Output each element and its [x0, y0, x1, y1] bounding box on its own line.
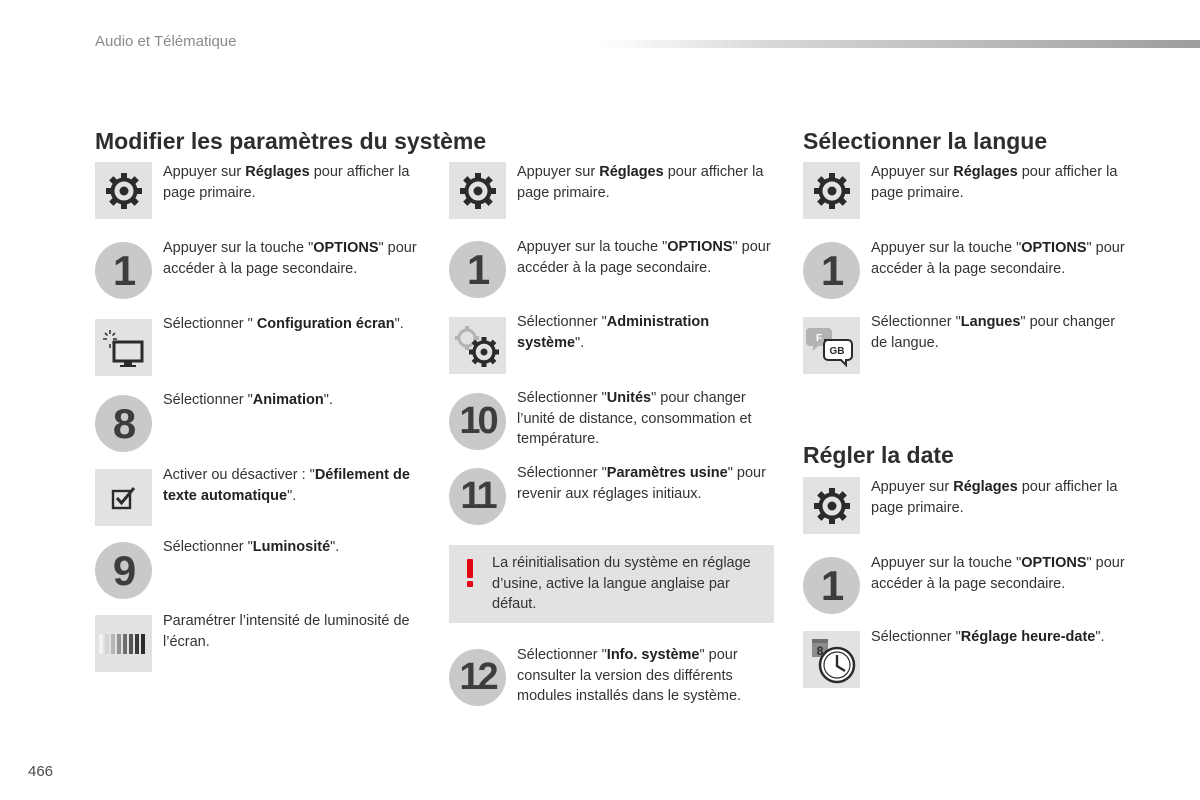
step-text: Paramétrer l’intensité de luminosité de l’écran. [163, 613, 410, 650]
step-text: Appuyer sur Réglages pour afficher la page primaire. [517, 164, 764, 201]
step-number: 1 [449, 241, 506, 298]
screen-settings-icon [95, 319, 152, 376]
step-number: 1 [803, 242, 860, 299]
step-text: Sélectionner "Info. système" pour consulter la version des différents modules installés dans le système. [517, 647, 742, 704]
calendar-day-label: 8 [816, 643, 823, 658]
step-text: Appuyer sur la touche "OPTIONS" pour accéder à la page secondaire. [163, 240, 417, 277]
gear-icon [803, 162, 860, 219]
checkbox-icon [95, 469, 152, 526]
exclamation-bar [467, 559, 473, 578]
system-gears-icon [449, 317, 506, 374]
step-text: Sélectionner "Administration système". [517, 314, 710, 351]
step-text: Activer ou désactiver : "Défilement de texte automatique". [163, 467, 410, 504]
section-title-date: Régler la date [803, 442, 954, 468]
warning-text: La réinitialisation du système en réglage d’usine, active la langue anglaise par défaut. [492, 555, 751, 612]
step-text: Appuyer sur Réglages pour afficher la page primaire. [871, 164, 1118, 201]
language-gb-label: GB [829, 345, 844, 357]
language-f-label: F [815, 332, 822, 344]
step-number: 9 [95, 542, 152, 599]
step-text: Sélectionner "Réglage heure-date". [871, 629, 1105, 645]
step-number: 8 [95, 395, 152, 452]
gear-icon [95, 162, 152, 219]
section-title-language: Sélectionner la langue [803, 128, 1048, 154]
gear-icon [803, 477, 860, 534]
step-text: Sélectionner "Animation". [163, 392, 333, 408]
step-number: 12 [449, 649, 506, 706]
step-number: 1 [803, 557, 860, 614]
step-text: Appuyer sur Réglages pour afficher la page primaire. [163, 164, 410, 201]
header-decorative-bar [600, 40, 1200, 48]
exclamation-icon [465, 559, 475, 587]
header-title: Audio et Télématique [95, 33, 237, 50]
step-number: 10 [449, 393, 506, 450]
step-number: 1 [95, 242, 152, 299]
step-number: 11 [449, 468, 506, 525]
page-number: 466 [28, 763, 54, 780]
language-bubbles-icon [803, 317, 860, 374]
gear-icon [449, 162, 506, 219]
exclamation-dot [467, 581, 473, 587]
step-text: Sélectionner "Paramètres usine" pour revenir aux réglages initiaux. [517, 465, 766, 502]
step-text: Sélectionner "Langues" pour changer de langue. [871, 314, 1116, 351]
step-text: Appuyer sur la touche "OPTIONS" pour accéder à la page secondaire. [871, 555, 1125, 592]
section-title-system: Modifier les paramètres du système [95, 128, 487, 154]
date-clock-icon [803, 631, 860, 688]
warning-box [449, 545, 774, 623]
step-text: Sélectionner "Luminosité". [163, 539, 340, 555]
step-text: Sélectionner " Configuration écran". [163, 316, 404, 332]
step-text: Sélectionner "Unités" pour changer l’unité de distance, consommation et température. [517, 390, 752, 447]
step-text: Appuyer sur Réglages pour afficher la page primaire. [871, 479, 1118, 516]
brightness-bars-icon [95, 615, 152, 672]
step-text: Appuyer sur la touche "OPTIONS" pour accéder à la page secondaire. [871, 240, 1125, 277]
step-text: Appuyer sur la touche "OPTIONS" pour accéder à la page secondaire. [517, 239, 771, 276]
